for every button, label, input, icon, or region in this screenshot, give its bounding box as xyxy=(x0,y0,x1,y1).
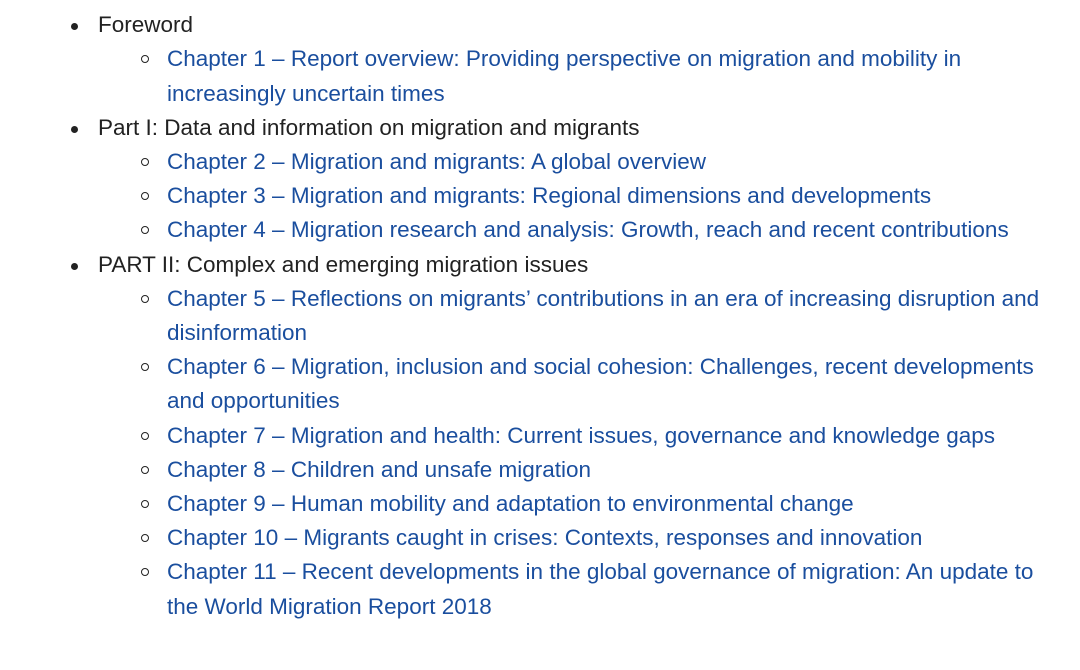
circle-bullet-icon xyxy=(141,534,149,542)
circle-bullet-icon xyxy=(141,158,149,166)
toc-section-part-1 xyxy=(0,111,1080,248)
chapter-7-link[interactable]: Chapter 7 – Migration and health: Current issues, governance and knowledge gaps xyxy=(167,422,996,448)
list-item xyxy=(98,179,1080,213)
circle-bullet-icon xyxy=(141,55,149,63)
chapter-8-link[interactable]: Chapter 8 – Children and unsafe migration xyxy=(167,456,592,482)
chapter-list xyxy=(98,145,1080,248)
circle-bullet-icon xyxy=(141,226,149,234)
chapter-6-link[interactable]: Chapter 6 – Migration, inclusion and social cohesion: Challenges, recent developments and opportunities xyxy=(167,354,1034,414)
circle-bullet-icon xyxy=(141,192,149,200)
clipped-top-line xyxy=(0,0,1080,8)
list-item xyxy=(98,453,1080,487)
circle-bullet-icon xyxy=(141,500,149,508)
chapter-1-link[interactable]: Chapter 1 – Report overview: Providing perspective on migration and mobility in increasingly uncertain times xyxy=(167,46,962,106)
chapter-10-link[interactable]: Chapter 10 – Migrants caught in crises: Contexts, responses and innovation xyxy=(167,525,923,551)
list-item xyxy=(98,213,1080,247)
list-item xyxy=(98,350,1080,418)
section-label: PART II: Complex and emerging migration issues xyxy=(98,251,589,277)
chapter-2-link[interactable]: Chapter 2 – Migration and migrants: A global overview xyxy=(167,149,707,174)
toc-section-part-2 xyxy=(0,248,1080,624)
list-item xyxy=(98,487,1080,521)
section-label: Foreword xyxy=(98,12,194,38)
chapter-list xyxy=(98,282,1080,624)
list-item xyxy=(98,145,1080,179)
chapter-5-link[interactable]: Chapter 5 – Reflections on migrants’ contributions in an era of increasing disruption and disinformation xyxy=(167,285,1040,346)
chapter-3-link[interactable]: Chapter 3 – Migration and migrants: Regional dimensions and developments xyxy=(167,183,932,209)
bullet-icon xyxy=(71,23,78,30)
bullet-icon xyxy=(71,263,78,270)
chapter-9-link[interactable]: Chapter 9 – Human mobility and adaptation to environmental change xyxy=(167,491,854,517)
bullet-icon xyxy=(71,126,78,133)
list-item xyxy=(98,521,1080,555)
toc-list xyxy=(0,8,1080,624)
list-item xyxy=(98,282,1080,350)
circle-bullet-icon xyxy=(141,363,149,371)
chapter-11-link[interactable]: Chapter 11 – Recent developments in the global governance of migration: An update to the World Migration Report 2018 xyxy=(167,559,1034,619)
chapter-list xyxy=(98,42,1080,110)
toc-section-foreword xyxy=(0,8,1080,111)
circle-bullet-icon xyxy=(141,466,149,474)
section-label: Part I: Data and information on migration and migrants xyxy=(98,114,640,140)
circle-bullet-icon xyxy=(141,568,149,576)
circle-bullet-icon xyxy=(141,295,149,303)
circle-bullet-icon xyxy=(141,432,149,440)
list-item xyxy=(98,555,1080,623)
list-item xyxy=(98,419,1080,453)
list-item xyxy=(98,42,1080,110)
chapter-4-link[interactable]: Chapter 4 – Migration research and analysis: Growth, reach and recent contributions xyxy=(167,217,1009,243)
